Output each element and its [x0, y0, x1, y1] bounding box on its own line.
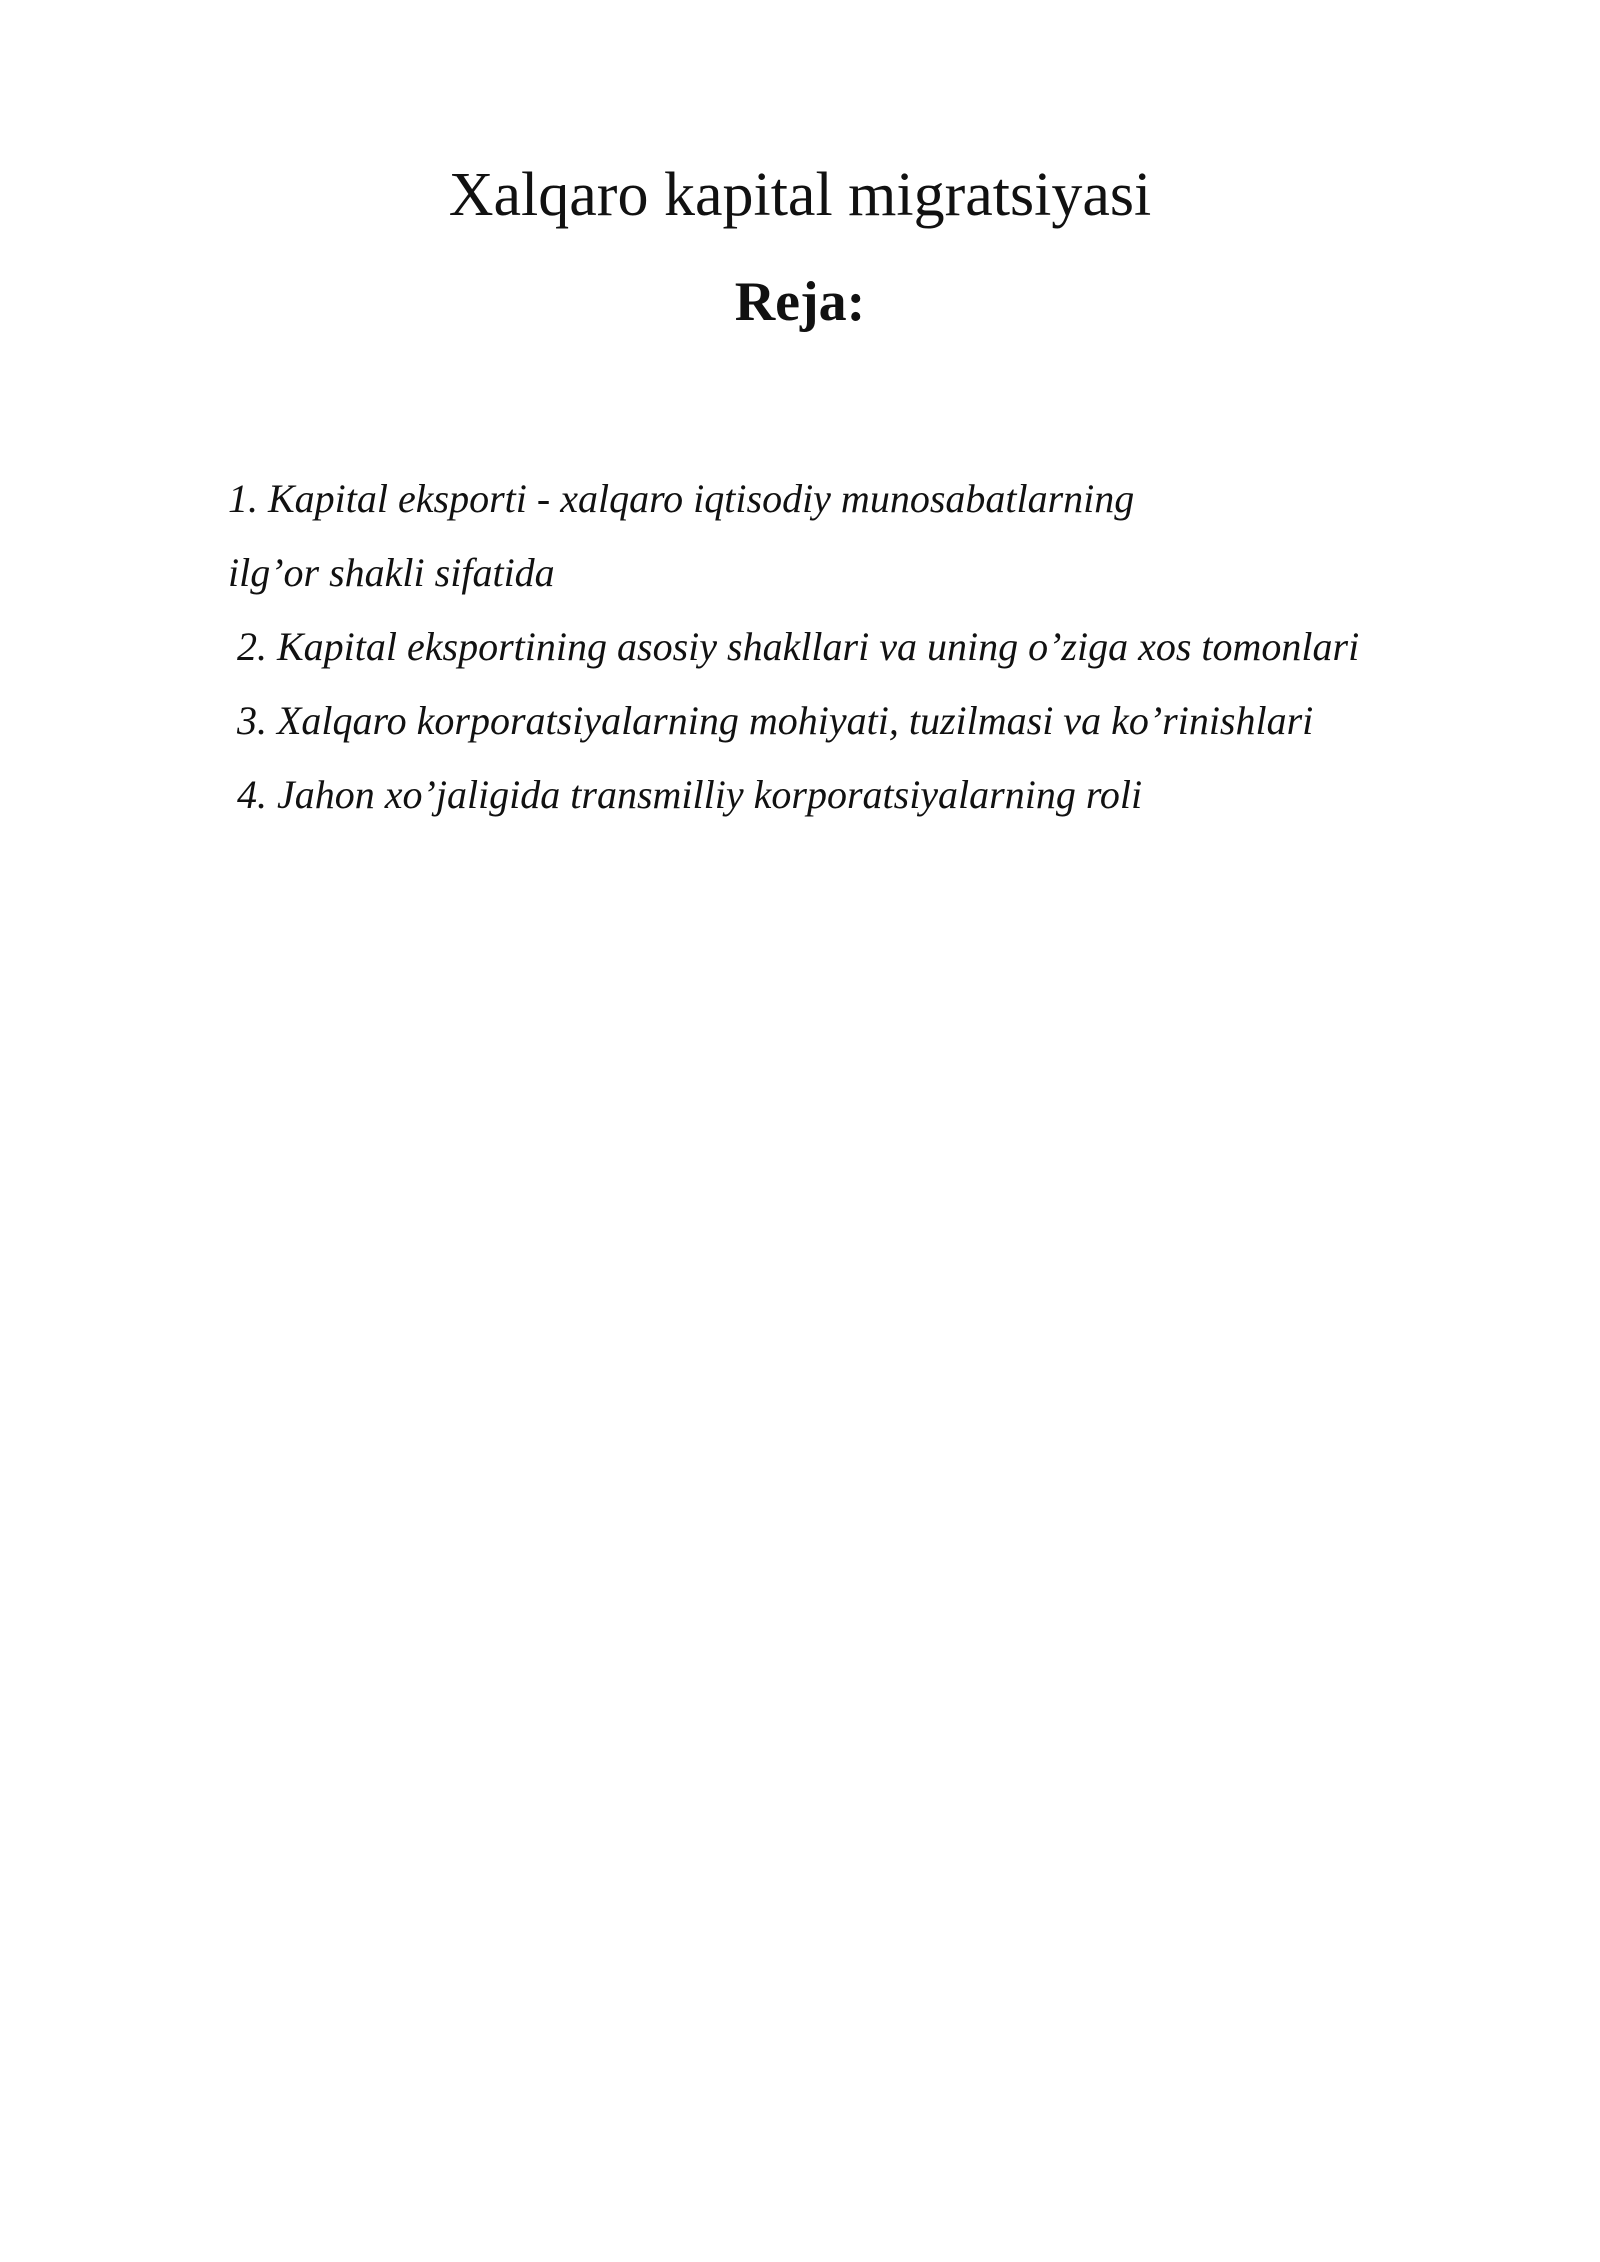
- document-title: Xalqaro kapital migratsiyasi: [448, 161, 1152, 229]
- plan-item-3: 3. Xalqaro korporatsiyalarning mohiyati, tuzilmasi va ko’rinishlari: [237, 698, 1314, 743]
- plan-item-1-line-1: 1. Kapital eksporti - xalqaro iqtisodiy munosabatlarning: [228, 476, 1135, 521]
- plan-list: [228, 462, 1528, 832]
- plan-item-2: 2. Kapital eksportining asosiy shakllari va uning o’ziga xos tomonlari: [237, 624, 1360, 669]
- plan-heading: Reja:: [734, 271, 866, 333]
- plan-item-1-line-2: ilg’or shakli sifatida: [228, 550, 555, 595]
- plan-item-4: 4. Jahon xo’jaligida transmilliy korporatsiyalarning roli: [237, 772, 1143, 817]
